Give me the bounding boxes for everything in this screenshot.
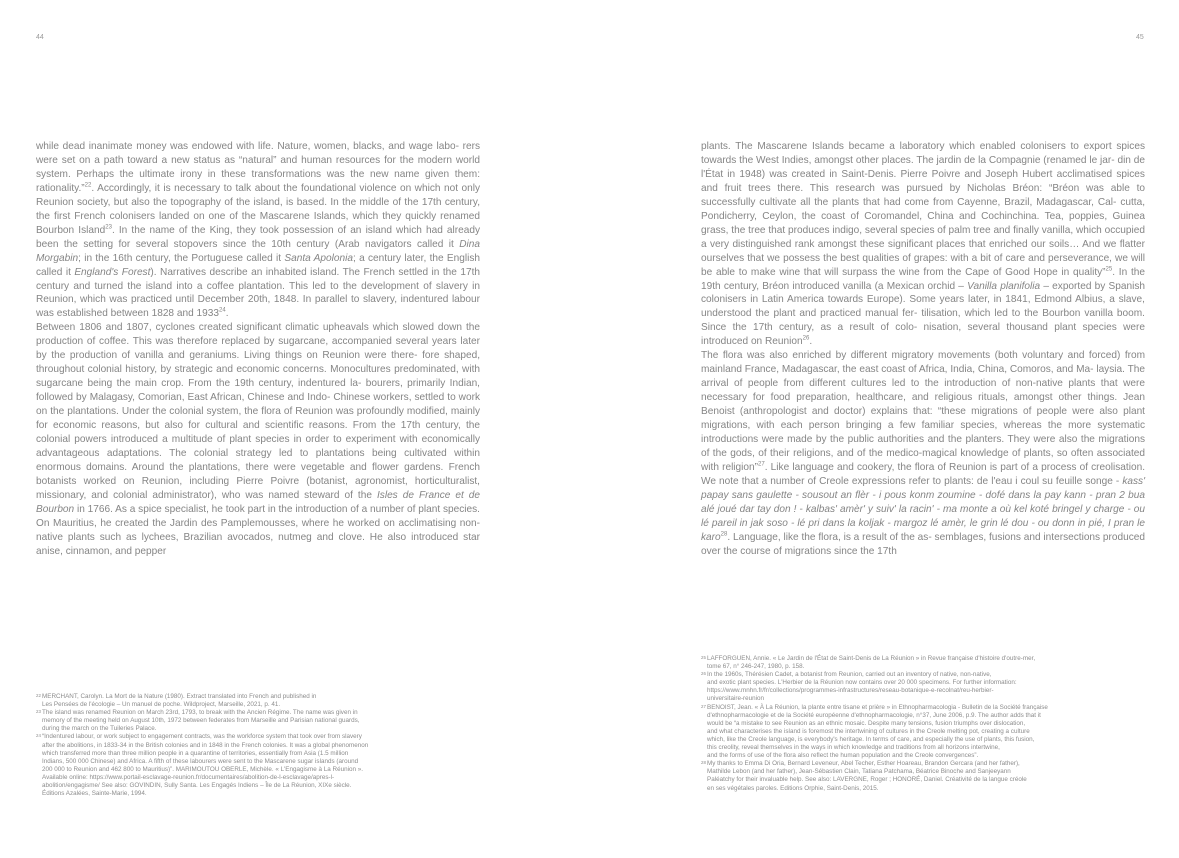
footnote-number: 28 (701, 760, 706, 766)
footnote-ref: 26 (802, 335, 810, 342)
footnote-ref: 27 (758, 461, 765, 468)
footnote: 22 MERCHANT, Carolyn. La Mort de la Nature (1980). Extract translated into French and published in Les Pensées de l'écologie – Un manuel de poche. Wildproject, Marseille, 2021, p. 41. (36, 693, 317, 709)
left-page-body (36, 140, 480, 559)
footnote: 27 BENOIST, Jean. « À La Réunion, la plante entre tisane et prière » in Ethnopharmacologia - Bulletin de la Société française d'ethnopharmacologie et de la Société européenne d'ethnopharmacologie, n°37, June 2006, p.9. The author adds that it would be “a mistake to see Reunion as an ethnic mosaic. Despite many tensions, fusion triumphs over dislocation, and what characterises the island is foremost the intertwining of cultures in the Creole melting pot, creating a culture which, like the Creole language, is everybody's heritage. In terms of care, and especially the use of plants, this fusion, this creolity, reveal themselves in the ways in which knowledge and traditions from all horizons intertwine, and the forms of use of the flora also reflect the human population and the Creole convergences”. (701, 703, 1048, 760)
left-paragraph-2: Between 1806 and 1807, cyclones created significant climatic upheavals which slowed down the production of coffee. This was therefore replaced by sugarcane, accompanied several years later by the production of vanilla and geraniums. Living things on Reunion were there- fore shaped, throughout colonial history, by strategic and economic concerns. Monocultures predominated, with sugarcane being the main crop. From the 19th century, indentured la- bourers, primarily Indian, followed by Malagasy, Comorian, East African, Chinese and Indo- Chinese workers, settled to work on the plantations. Under the colonial system, the flora of Reunion was profoundly modified, mainly for economic reasons, but also for cultural and scientific reasons. From the 17th century, the colonial powers introduced a multitude of plant species in order to experiment with economically advantageous adaptations. The colonial strategy led to plantations being cultivated within enormous domains. Around the plantations, there were vegetable and flower gardens. French botanists worked on Reunion, including Pierre Poivre (botanist, agronomist, horticulturalist, missionary, and colonial administrator), who was named steward of the Isles de France et de Bourbon in 1766. As a spice specialist, he took part in the introduction of a number of plant species. On Mauritius, he created the Jardin des Pamplemousses, where he worked on acclimatising non-native plants such as lychees, Brazilian avocados, nutmeg and clove. He also introduced star anise, cinnamon, and pepper (36, 322, 481, 557)
page-number-left: 44 (36, 34, 44, 41)
footnote-ref: 23 (105, 224, 112, 231)
footnote-ref: 22 (84, 182, 92, 189)
footnote-ref: 25 (1105, 266, 1113, 273)
footnote: 24 “Indentured labour, or work subject to engagement contracts, was the workforce system that took over from slavery after the abolitions, in 1833-34 in the British colonies and in 1848 in the French colonies. It was a global phenomenon which transferred more than three million people in a quarantine of territories, essentially from Asia (1.5 million Indians, 500 000 Chinese) and Africa. A fifth of these labourers were sent to the Mascarene sugar islands (around 200 000 to Reunion and 462 800 to Mauritius)”. MARIMOUTOU OBERLE, Michèle. « L'Engagisme à La Réunion ». Available online: https://www.portail-esclavage-reunion.fr/documentaires/abolition-de-l-esclavage/apres-l- abolition/engagisme/ See also: GOVINDIN, Sully Santa. Les Engagés Indiens – Île de La Réunion, XIXe siècle. Éditions Azalées, Sainte-Marie, 1994. (36, 733, 369, 798)
right-paragraph-1: plants. The Mascarene Islands became a laboratory which enabled colonisers to export spices towards the West Indies, amongst other places. The jardin de la Compagnie (renamed le jar- din de l'État in 1948) was created in Saint-Denis. Pierre Poivre and Joseph Hubert acclimatised spices and fruit trees there. This research was pursued by Nicholas Bréon: “Bréon was able to successfully cultivate all the plants that had come from Cayenne, Brazil, Madagascar, Cal- cutta, Pondicherry, Ceylon, the coast of Coromandel, China and Cochinchina. Tea, poppies, Guinea grass, the tree that produces indigo, several species of palm tree and finally vanilla, which occupied a very distinguished rank amongst these significant places that enriched our soils… And we flatter ourselves that we possess the best qualities of grapes: with a bit of care and perseverance, we will be able to make wine that will surpass the wine from the Cape of Good Hope in quality”$^{25}$. In the 19th century, Bréon introduced vanilla (a Mexican orchid – Vanilla planifolia – exported by Spanish colonisers in Latin America towards Europe). Some years later, in 1841, Edmond Albius, a slave, understood the plant and practiced manual fer- tilisation, which led to the Bourbon vanilla boom. Since the 17th century, as a result of colo- nisation, several thousand plant species were introduced on Reunion$^{26}$. (701, 141, 1146, 348)
footnote-number: 27 (701, 703, 706, 709)
right-footnotes (701, 655, 1145, 793)
footnote: 28 My thanks to Emma Di Oria, Bernard Leveneur, Abel Techer, Esther Hoareau, Brandon Gercara (and her father), Mathilde Lebon (and her father), Jean-Sébastien Clain, Tatiana Patchama, Béatrice Binoche and Sanjeeyann Paléatchy for their invaluable help. See also: LAVERGNE, Roger ; HONORÉ, Daniel. Créativité de la langue créole en ses végétales paroles. Editions Orphie, Saint-Denis, 2015. (701, 760, 1027, 792)
footnote-number: 24 (36, 733, 41, 739)
footnote: 23 The island was renamed Reunion on March 23rd, 1793, to break with the Ancien Régime. The name was given in memory of the meeting held on August 10th, 1972 between federates from Marseille and Parisian national guards, during the march on the Tuileries Palace. (36, 709, 360, 733)
footnote-ref: 24 (218, 308, 226, 315)
footnote-ref: 28 (720, 531, 728, 538)
left-footnotes (36, 693, 480, 798)
left-paragraph-1: while dead inanimate money was endowed with life. Nature, women, blacks, and wage labo- rers were set on a path toward a new status as “natural” and human resources for the modern world system. Perhaps the ultimate irony in these transformations was the new name given them: rationality.”$^{22}$. Accordingly, it is necessary to talk about the foundational violence on which not only Reunion society, but also the topography of the island, is based. In the middle of the 17th century, the first French colonisers landed on one of the Mascarene Islands, which they quickly renamed Bourbon Island$^{23}$. In the name of the King, they took possession of an island which had already been the setting for several stopovers since the 10th century (Arab navigators called it Dina Morgabin; in the 16th century, the Portuguese called it Santa Apolonia; a century later, the English called it England's Forest). Narratives describe an inhabited island. The French settled in the 17th century and turned the island into a coffee plantation. This led to the development of slavery in Reunion, which was practiced until December 20th, 1848. In parallel to slavery, indentured labour was established between 1828 and 1933$^{24}$. (36, 141, 481, 320)
right-page-body (701, 140, 1145, 559)
footnote-number: 23 (36, 709, 41, 715)
right-paragraph-2: The flora was also enriched by different migratory movements (both voluntary and forced) from mainland France, Madagascar, the east coast of Africa, India, China, Comoros, and Ma- laysia. The arrival of people from different cultures led to the introduction of non-native plants that were necessary for food preparation, healthcare, and religious rituals, amongst other things. Jean Benoist (anthropologist and doctor) explains that: “these migrations of people were also plant migrations, with each person bringing a few familiar species, whereas the more systematic introductions were made by the public authorities and the planters. They were also the migrations of the gods, of their religions, and of the medico-magical knowledge of plants, so often associated with religion”$^{27}$. Like language and cookery, the flora of Reunion is part of a process of creolisation. We note that a number of Creole expressions refer to plants: de l'eau i coul su feuille songe - kass' papay sans gaulette - sousout an flèr - i pous konm zoumine - dofé dans la pay kann - pran 2 bua alé joué dar tay don ! - kalbas' amèr' y suiv' la racin' - ma monte a où kel koté bringel y charge - ou lé pareil in jak soso - lé pri dans la koljak - margoz lé amèr, le grin lé dou - ou donn in pié, I pran le karo$^{28}$. Language, like the flora, is a result of the as- semblages, fusions and intersections produced over the course of migrations since the 17th (701, 350, 1146, 557)
footnote-number: 26 (701, 671, 706, 677)
footnote-number: 22 (36, 693, 41, 698)
footnote-number: 25 (701, 655, 706, 660)
footnote: 25 LAFFORGUEN, Annie. « Le Jardin de l'État de Saint-Denis de La Réunion » in Revue française d'histoire d'outre-mer, tome 67, n° 246-247, 1980, p. 158. (701, 655, 1036, 671)
page-number-right: 45 (1136, 34, 1144, 41)
footnote: 26 In the 1960s, Thérésien Cadet, a botanist from Reunion, carried out an inventory of native, non-native, and exotic plant species. L'Herbier de la Réunion now contains over 20 000 specimens. For further information: https://www.mnhn.fr/fr/collections/programmes-infrastructures/reseau-botanique-e-recolnat/reu-herbier- universitaire-reunion (701, 671, 1017, 703)
